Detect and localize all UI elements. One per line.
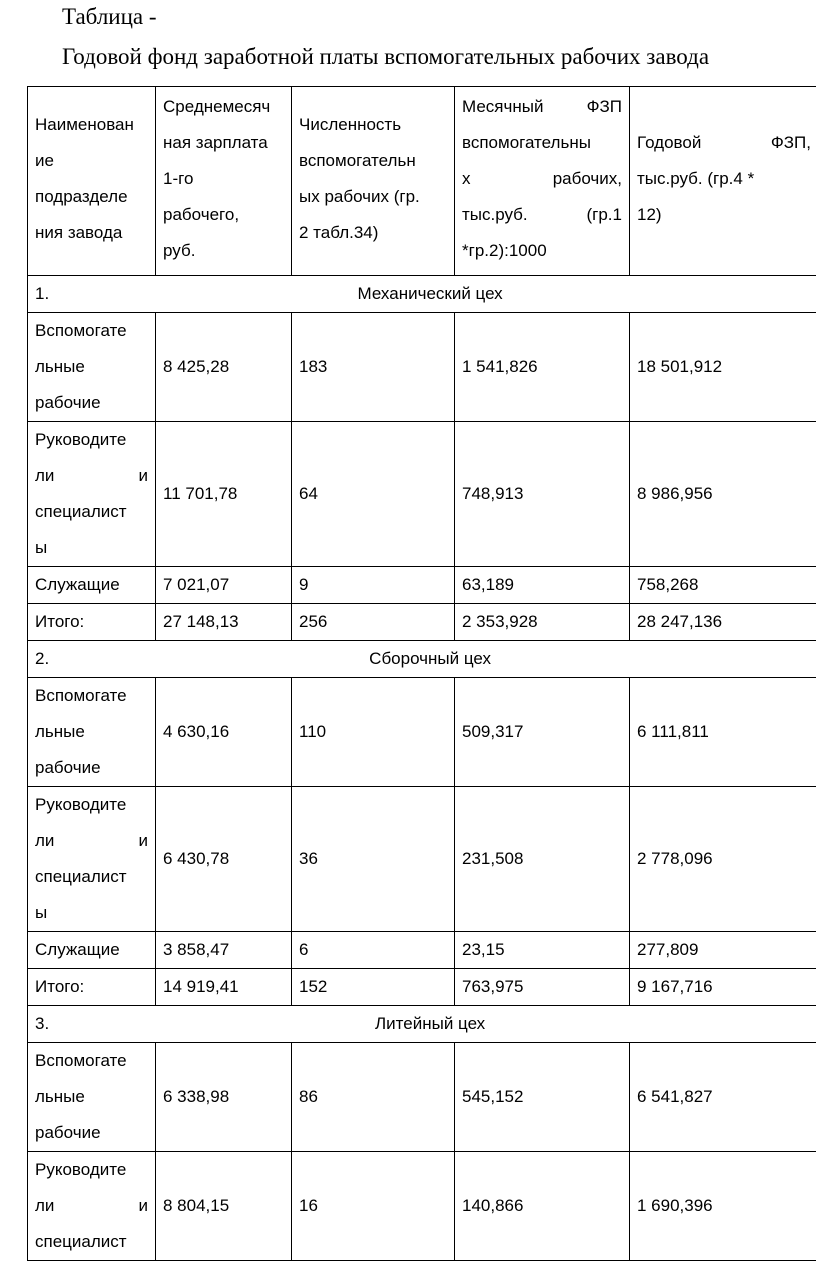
monthly-fund-cell: 2 353,928 <box>455 604 630 641</box>
headcount-cell: 36 <box>292 787 455 932</box>
header-cell <box>292 87 455 276</box>
headcount-cell: 9 <box>292 567 455 604</box>
row-name-line: специалист <box>35 494 148 530</box>
header-cell-line: 1-го <box>163 161 284 197</box>
row-name-line: рабочие <box>35 750 148 786</box>
table-row <box>28 932 816 969</box>
header-cell <box>630 87 816 276</box>
avg-salary-cell: 14 919,41 <box>156 969 292 1006</box>
headcount-cell: 64 <box>292 422 455 567</box>
section-name: Сборочный цех <box>35 641 811 677</box>
section-name: Литейный цех <box>35 1006 811 1042</box>
row-name <box>28 1152 156 1261</box>
table-row <box>28 787 816 932</box>
section-number: 1. <box>35 276 49 312</box>
table-row <box>28 422 816 567</box>
header-cell-line: тыс.руб. (гр.4 * <box>637 161 811 197</box>
row-name-line: Итого: <box>35 969 148 1005</box>
row-name-line: Итого: <box>35 604 148 640</box>
section-row <box>28 1006 816 1043</box>
section-name: Механический цех <box>35 276 811 312</box>
row-name-line: Руководите <box>35 422 148 458</box>
monthly-fund-cell: 545,152 <box>455 1043 630 1152</box>
header-cell <box>455 87 630 276</box>
header-cell-line: 2 табл.34) <box>299 215 447 251</box>
header-cell-line: Месячный ФЗП <box>462 89 622 125</box>
row-name-line: ли и <box>35 458 148 494</box>
header-cell-line: Численность <box>299 107 447 143</box>
row-name <box>28 678 156 787</box>
header-cell-line: ния завода <box>35 215 148 251</box>
header-cell-line: 12) <box>637 197 811 233</box>
row-name <box>28 422 156 567</box>
annual-fund-cell: 2 778,096 <box>630 787 816 932</box>
monthly-fund-cell: 748,913 <box>455 422 630 567</box>
monthly-fund-cell: 509,317 <box>455 678 630 787</box>
monthly-fund-cell: 140,866 <box>455 1152 630 1261</box>
row-name <box>28 313 156 422</box>
row-name <box>28 604 156 641</box>
avg-salary-cell: 27 148,13 <box>156 604 292 641</box>
headcount-cell: 6 <box>292 932 455 969</box>
header-cell-line: подразделе <box>35 179 148 215</box>
avg-salary-cell: 8 804,15 <box>156 1152 292 1261</box>
avg-salary-cell: 6 338,98 <box>156 1043 292 1152</box>
headcount-cell: 86 <box>292 1043 455 1152</box>
table-row <box>28 1152 816 1261</box>
header-cell-line: рабочего, <box>163 197 284 233</box>
header-cell-line: Среднемесяч <box>163 89 284 125</box>
row-name <box>28 932 156 969</box>
headcount-cell: 183 <box>292 313 455 422</box>
row-name-line: рабочие <box>35 385 148 421</box>
headcount-cell: 16 <box>292 1152 455 1261</box>
header-cell-line: *гр.2):1000 <box>462 233 622 269</box>
header-cell-line: ная зарплата <box>163 125 284 161</box>
headcount-cell: 110 <box>292 678 455 787</box>
table-row <box>28 604 816 641</box>
row-name-line: ли и <box>35 823 148 859</box>
avg-salary-cell: 4 630,16 <box>156 678 292 787</box>
header-cell-line: Годовой ФЗП, <box>637 125 811 161</box>
header-cell-line: вспомогательн <box>299 143 447 179</box>
section-cell <box>28 1006 816 1043</box>
header-row <box>28 87 816 276</box>
header-cell-line: Наименован <box>35 107 148 143</box>
row-name-line: Руководите <box>35 1152 148 1188</box>
row-name-line: Служащие <box>35 932 148 968</box>
table-label: Таблица - <box>62 2 157 32</box>
annual-fund-cell: 6 541,827 <box>630 1043 816 1152</box>
section-number: 3. <box>35 1006 49 1042</box>
section-row <box>28 641 816 678</box>
annual-fund-cell: 9 167,716 <box>630 969 816 1006</box>
row-name-line: ы <box>35 530 148 566</box>
row-name-line: Руководите <box>35 787 148 823</box>
row-name-line: льные <box>35 349 148 385</box>
row-name <box>28 969 156 1006</box>
annual-fund-cell: 8 986,956 <box>630 422 816 567</box>
annual-fund-cell: 277,809 <box>630 932 816 969</box>
payroll-table <box>27 86 816 1261</box>
annual-fund-cell: 28 247,136 <box>630 604 816 641</box>
row-name-line: льные <box>35 714 148 750</box>
row-name-line: специалист <box>35 1224 148 1260</box>
row-name-line: Служащие <box>35 567 148 603</box>
header-cell-line: руб. <box>163 233 284 269</box>
header-cell-line: ых рабочих (гр. <box>299 179 447 215</box>
table-row <box>28 969 816 1006</box>
row-name-line: рабочие <box>35 1115 148 1151</box>
row-name-line: льные <box>35 1079 148 1115</box>
avg-salary-cell: 6 430,78 <box>156 787 292 932</box>
row-name-line: ли и <box>35 1188 148 1224</box>
row-name-line: Вспомогате <box>35 313 148 349</box>
header-cell-line: ие <box>35 143 148 179</box>
monthly-fund-cell: 231,508 <box>455 787 630 932</box>
row-name <box>28 1043 156 1152</box>
table-row <box>28 313 816 422</box>
section-cell <box>28 641 816 678</box>
avg-salary-cell: 11 701,78 <box>156 422 292 567</box>
avg-salary-cell: 8 425,28 <box>156 313 292 422</box>
monthly-fund-cell: 1 541,826 <box>455 313 630 422</box>
table-title: Годовой фонд заработной платы вспомогательных рабочих завода <box>62 42 709 72</box>
annual-fund-cell: 6 111,811 <box>630 678 816 787</box>
header-cell-line: тыс.руб. (гр.1 <box>462 197 622 233</box>
row-name <box>28 567 156 604</box>
headcount-cell: 152 <box>292 969 455 1006</box>
header-cell-line: х рабочих, <box>462 161 622 197</box>
avg-salary-cell: 7 021,07 <box>156 567 292 604</box>
table-row <box>28 678 816 787</box>
monthly-fund-cell: 763,975 <box>455 969 630 1006</box>
table-row <box>28 567 816 604</box>
header-cell-line: вспомогательны <box>462 125 622 161</box>
section-row <box>28 276 816 313</box>
row-name-line: специалист <box>35 859 148 895</box>
annual-fund-cell: 758,268 <box>630 567 816 604</box>
annual-fund-cell: 18 501,912 <box>630 313 816 422</box>
section-number: 2. <box>35 641 49 677</box>
table-row <box>28 1043 816 1152</box>
avg-salary-cell: 3 858,47 <box>156 932 292 969</box>
monthly-fund-cell: 23,15 <box>455 932 630 969</box>
section-cell <box>28 276 816 313</box>
headcount-cell: 256 <box>292 604 455 641</box>
row-name <box>28 787 156 932</box>
row-name-line: Вспомогате <box>35 1043 148 1079</box>
annual-fund-cell: 1 690,396 <box>630 1152 816 1261</box>
header-cell <box>28 87 156 276</box>
monthly-fund-cell: 63,189 <box>455 567 630 604</box>
header-cell <box>156 87 292 276</box>
row-name-line: Вспомогате <box>35 678 148 714</box>
row-name-line: ы <box>35 895 148 931</box>
